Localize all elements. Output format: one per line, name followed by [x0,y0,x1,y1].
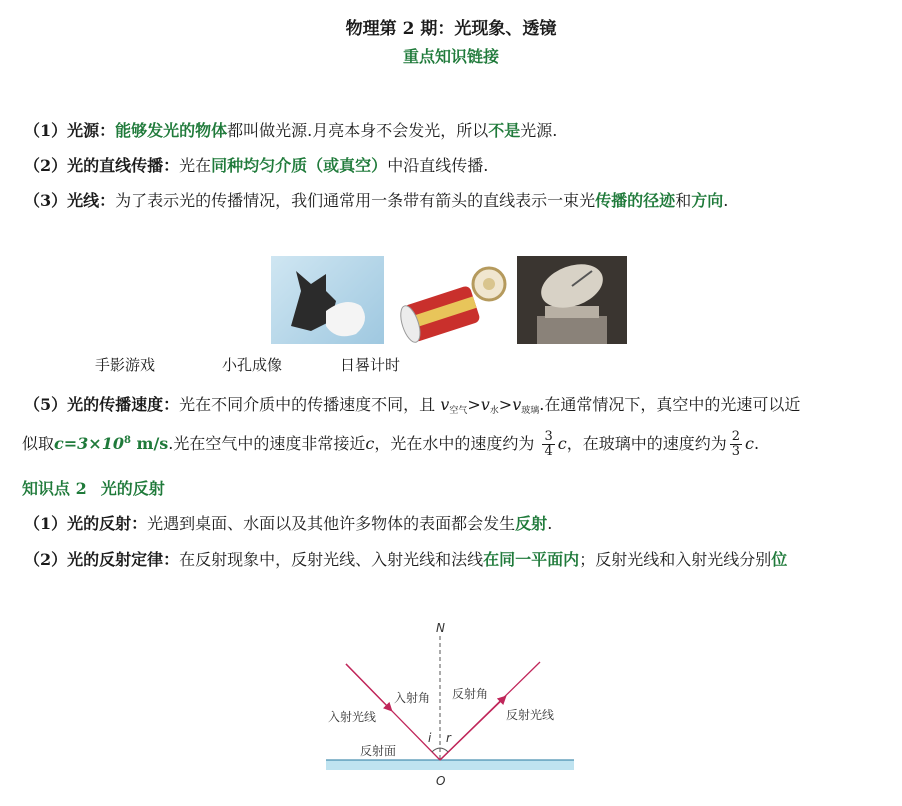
label-surface: 反射面 [360,744,397,758]
highlight: 传播的径迹 [595,191,676,210]
item-text: 光遇到桌面、水面以及其他许多物体的表面都会发生 [147,514,516,533]
pinhole-can-icon [394,256,510,344]
caption-sundial: 日晷计时 [340,356,401,374]
incident-arrow [346,664,390,709]
label-O: O [436,774,446,788]
reflection-diagram [318,618,588,798]
item-text: 在反射现象中，反射光线、入射光线和法线 [179,550,484,569]
hand-shadow-photo [271,256,384,344]
item-reflection-law [24,547,787,570]
highlight: 能够发光的物体 [115,121,228,140]
var-c: c [745,434,754,453]
item-text: 中沿直线传播. [387,156,489,175]
c-exponent: 8 [123,435,131,446]
item-light-source [24,118,557,141]
item-text: 都叫做光源.月亮本身不会发光，所以 [227,121,489,140]
item-text: . [723,191,729,210]
item-term: 光的传播速度： [67,395,180,414]
sundial-icon [517,256,627,344]
item-straight-propagation [24,153,488,176]
item-number: （1） [24,514,68,533]
label-r: r [446,731,451,745]
item-text: .光在空气中的速度非常接近 [168,434,366,453]
var-v: v [440,395,450,414]
item-term: 光线： [67,191,116,210]
label-reflected-angle: 反射角 [452,687,489,701]
frac-den: 4 [544,444,553,459]
label-reflected-ray: 反射光线 [506,708,555,722]
item-text: ，光在水中的速度约为 [374,434,535,453]
highlight: 方向 [691,191,724,210]
item-number: （1） [24,121,68,140]
hand-shadow-icon [271,256,384,344]
item-term: 光源： [67,121,116,140]
fraction-water [542,430,554,459]
var-c: c [365,434,375,453]
item-light-speed-cont [22,430,759,459]
var-v: v [512,395,522,414]
item-text: 光源. [520,121,558,140]
item-reflection [24,511,552,534]
item-text: 似取 [22,434,55,453]
frac-num: 3 [544,429,553,444]
pinhole-camera-photo [394,256,510,344]
item-number: （5） [24,395,68,414]
sub-water: 水 [489,406,499,416]
item-text: .在通常情况下，真空中的光速可以近 [539,395,801,414]
frac-num: 2 [731,429,741,444]
item-text: ；反射光线和入射光线分别 [579,550,772,569]
highlight: 反射 [515,514,548,533]
section-label: 知识点 2 [22,479,87,498]
item-text: 和 [675,191,692,210]
var-v: v [480,395,490,414]
label-i: i [428,731,432,745]
item-text: . [753,434,760,453]
item-light-ray [24,188,728,211]
section-heading [22,476,165,499]
section-title: 光的反射 [100,479,165,498]
sub-air: 空气 [449,406,468,416]
highlight: 同种均匀介质（或真空） [211,156,388,175]
item-term: 光的反射： [67,514,148,533]
caption-pinhole: 小孔成像 [222,356,283,374]
label-incident-ray: 入射光线 [328,710,377,724]
reflected-arrow [440,698,504,760]
item-text: 光在 [179,156,212,175]
c-unit: m/s [130,434,169,453]
frac-den: 3 [731,444,741,459]
item-text: . [547,514,553,533]
gt-sign: > [498,395,513,414]
label-incident-angle: 入射角 [394,691,431,705]
sundial-photo [517,256,627,344]
item-text: 光在不同介质中的传播速度不同，且 [179,395,436,414]
item-term: 光的直线传播： [67,156,180,175]
highlight: 位 [771,550,788,569]
sub-glass: 玻璃 [521,406,540,416]
label-N: N [436,621,445,635]
reflective-surface [326,760,574,770]
item-number: （2） [24,550,68,569]
var-c: c [557,434,567,453]
fraction-glass [730,430,742,459]
item-number: （2） [24,156,68,175]
item-light-speed [24,392,800,416]
c-value: c=3×10 [54,434,124,453]
item-text: 为了表示光的传播情况，我们通常用一条带有箭头的直线表示一束光 [115,191,596,210]
gt-sign: > [467,395,481,414]
highlight: 在同一平面内 [483,550,580,569]
item-number: （3） [24,191,68,210]
highlight: 不是 [488,121,521,140]
item-term: 光的反射定律： [67,550,180,569]
caption-hand-shadow: 手影游戏 [95,356,156,374]
page-title: 物理第 2 期：光现象、透镜 [345,19,557,39]
page-subtitle: 重点知识链接 [402,47,499,66]
item-text: ，在玻璃中的速度约为 [566,434,727,453]
